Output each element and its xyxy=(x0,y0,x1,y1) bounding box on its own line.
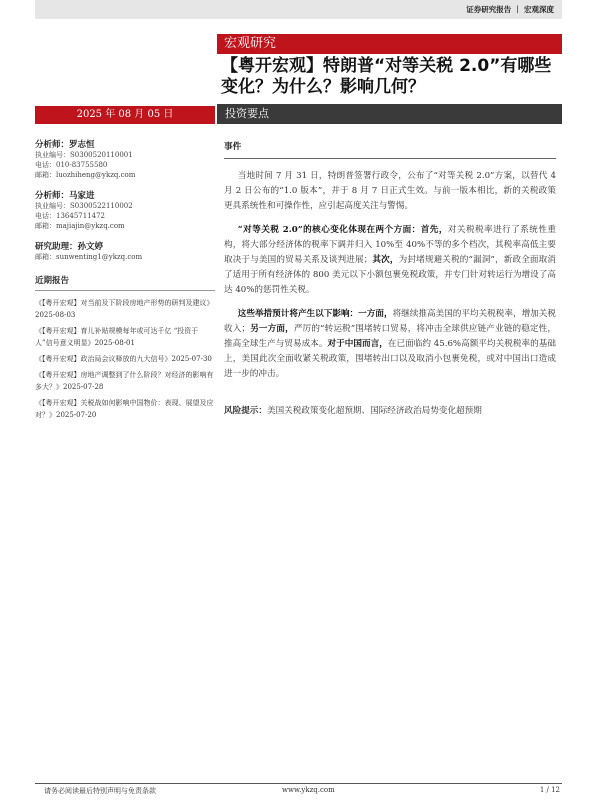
analyst-name: 分析师：马家进 xyxy=(35,191,95,201)
report-type: 证券研究报告 ｜ 宏观深度 xyxy=(466,5,554,14)
recent-report-link[interactable]: 《【粤开宏观】对当前及下阶段房地产形势的研判及建议》2025-08-03 xyxy=(35,299,214,319)
report-date: 2025 年 08 月 05 日 xyxy=(35,106,215,124)
event-heading: 事件 xyxy=(224,142,242,152)
report-title: 【粤开宏观】特朗普“对等关税 2.0”有哪些变化？为什么？影响几何？ xyxy=(221,56,552,97)
analyst-license: 执业编号：S0300522110002 xyxy=(35,202,133,210)
risk-text: 美国关税政策变化超预期、国际经济政治局势变化超预期 xyxy=(266,406,482,416)
text: 将继续推高美国的平均关税税率，增加关税收入； xyxy=(224,309,556,334)
footer-website[interactable]: www.ykzq.com xyxy=(282,786,335,794)
recent-report-link[interactable]: 《【粤开宏观】房地产调整到了什么阶段？对经济的影响有多大？》2025-07-28 xyxy=(35,371,214,391)
assistant-name: 研究助理：孙文婷 xyxy=(35,242,104,252)
divider xyxy=(224,158,556,159)
emphasis: “对等关税 2.0”的核心变化体现在两个方面：首先， xyxy=(237,225,448,235)
risk-warning xyxy=(224,404,556,419)
recent-report-link[interactable]: 《【粤开宏观】关税战如何影响中国物价：表现、展望及应对？》2025-07-20 xyxy=(35,399,214,419)
analyst-phone: 电话：13645711472 xyxy=(35,212,105,220)
page-number: 1 / 12 xyxy=(539,786,560,794)
emphasis: 这些举措预计将产生以下影响：一方面， xyxy=(237,309,393,319)
category-banner: 宏观研究 xyxy=(217,34,562,54)
text: 为封堵规避关税的“漏洞”，新政全面取消了适用于所有经济体的 800 美元以下小额包裹免税政策，并专门针对转运行为增设了高达 40%的惩罚性关税。 xyxy=(224,255,556,295)
recent-reports-heading: 近期报告 xyxy=(35,276,70,286)
text: 在已面临约 45.6%高额平均关税税率的基础上，美国此次全面收紧关税政策，围堵转出口以及取消小包裹免税，或对中国出口造成进一步的冲击。 xyxy=(224,339,556,379)
analyst-card xyxy=(35,189,215,231)
section-label: 投资要点 xyxy=(217,104,562,124)
analyst-email: 邮箱：majiajin@ykzq.com xyxy=(35,222,125,230)
emphasis: 对于中国而言， xyxy=(327,339,388,349)
risk-label: 风险提示： xyxy=(224,406,267,416)
analyst-name: 分析师：罗志恒 xyxy=(35,140,95,150)
emphasis: 其次， xyxy=(372,255,399,265)
assistant-email: 邮箱：sunwenting1@ykzq.com xyxy=(35,253,143,261)
paragraph-changes xyxy=(224,223,556,298)
recent-report-link[interactable]: 《【粤开宏观】育儿补贴规模每年或可达千亿 “投资于人”信号意义明显》2025-08-01 xyxy=(35,327,199,347)
text: 严厉的“转运税”围堵转口贸易，将冲击全球供应链产业链的稳定性，推高全球生产与贸易成本。 xyxy=(224,324,556,349)
recent-report-link[interactable]: 《【粤开宏观】政治局会议释放的九大信号》2025-07-30 xyxy=(35,355,212,363)
main-content xyxy=(224,140,556,419)
paragraph-impact xyxy=(224,307,556,382)
analyst-phone: 电话：010-83755580 xyxy=(35,161,108,169)
analyst-license: 执业编号：S0300520110001 xyxy=(35,151,133,159)
top-header-bar xyxy=(35,0,562,19)
footer-disclaimer: 请务必阅读最后特别声明与免责条款 xyxy=(44,787,156,795)
analyst-card xyxy=(35,138,215,180)
paragraph-event: 当地时间 7 月 31 日，特朗普签署行政令，公布了“对等关税 2.0”方案，以替代 4 月 2 日公布的“1.0 版本”，并于 8 月 7 日正式生效。与前一版本相比，新的关税政策更具系统性和可操作性，应引起高度关注与警惕。 xyxy=(224,171,556,211)
sidebar xyxy=(35,138,215,425)
footer-divider xyxy=(35,783,562,784)
emphasis: 另一方面， xyxy=(250,324,294,334)
analyst-email: 邮箱：luozhiheng@ykzq.com xyxy=(35,171,136,179)
divider xyxy=(35,290,215,291)
text: 对关税税率进行了系统性重构，将大部分经济体的税率下调并归入 10%至 40%不等的多个档次，其税率高低主要取决于与美国的贸易关系及谈判进展； xyxy=(224,225,556,265)
assistant-card xyxy=(35,240,215,262)
